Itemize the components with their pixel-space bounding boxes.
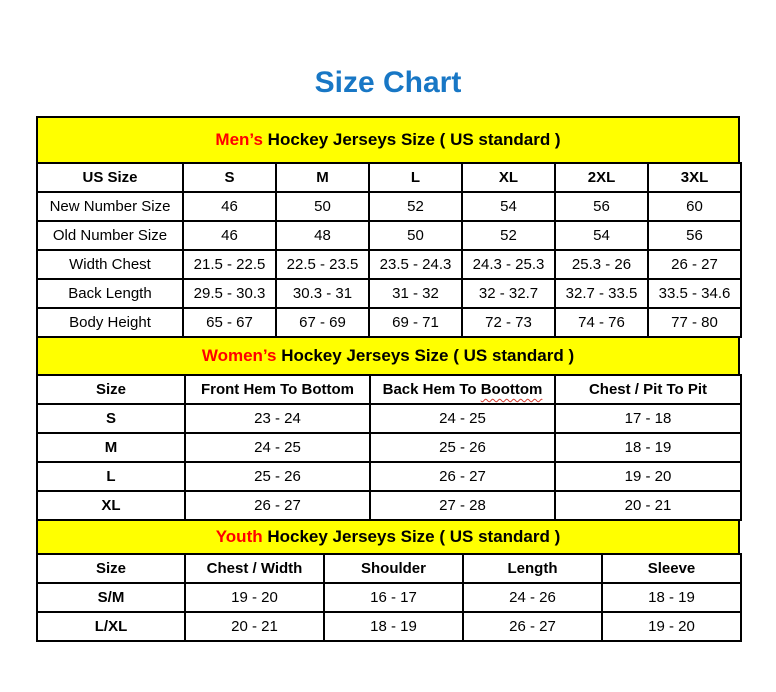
banner-highlight: Men’s — [215, 130, 263, 149]
table-header-row — [37, 375, 741, 404]
table-cell: 25 - 26 — [370, 433, 555, 462]
row-label: XL — [37, 491, 185, 520]
column-header: Length — [463, 554, 602, 583]
column-header: Size — [37, 375, 185, 404]
section-mens — [36, 116, 740, 338]
table-row — [37, 433, 741, 462]
section-youth — [36, 519, 740, 642]
section-banner-mens — [36, 116, 740, 164]
table-cell: 72 - 73 — [462, 308, 555, 337]
table-cell: 23.5 - 24.3 — [369, 250, 462, 279]
table-cell: 18 - 19 — [602, 583, 741, 612]
table-cell: 52 — [369, 192, 462, 221]
table-cell: 65 - 67 — [183, 308, 276, 337]
row-label: Body Height — [37, 308, 183, 337]
column-header: M — [276, 163, 369, 192]
table-cell: 26 - 27 — [648, 250, 741, 279]
table-row — [37, 308, 741, 337]
table-cell: 46 — [183, 221, 276, 250]
table-cell: 52 — [462, 221, 555, 250]
table-cell: 56 — [648, 221, 741, 250]
table-cell: 67 - 69 — [276, 308, 369, 337]
row-label: New Number Size — [37, 192, 183, 221]
banner-text: Hockey Jerseys Size ( US standard ) — [262, 527, 561, 546]
banner-text: Hockey Jerseys Size ( US standard ) — [262, 130, 561, 149]
table-cell: 23 - 24 — [185, 404, 370, 433]
row-label: S — [37, 404, 185, 433]
row-label: L/XL — [37, 612, 185, 641]
table-cell: 60 — [648, 192, 741, 221]
row-label: Back Length — [37, 279, 183, 308]
table-cell: 50 — [276, 192, 369, 221]
banner-highlight: Women’s — [201, 346, 277, 365]
table-header-row — [37, 554, 741, 583]
table-cell: 31 - 32 — [369, 279, 462, 308]
column-header: 2XL — [555, 163, 648, 192]
table-cell: 30.3 - 31 — [276, 279, 369, 308]
column-header: Chest / Pit To Pit — [555, 375, 741, 404]
table-cell: 46 — [183, 192, 276, 221]
youth-size-table — [36, 553, 742, 642]
misspelled-word: Boottom — [480, 381, 543, 398]
table-cell: 24 - 25 — [185, 433, 370, 462]
table-cell: 20 - 21 — [185, 612, 324, 641]
table-row — [37, 250, 741, 279]
table-cell: 48 — [276, 221, 369, 250]
table-cell: 26 - 27 — [185, 491, 370, 520]
table-cell: 25.3 - 26 — [555, 250, 648, 279]
table-row — [37, 491, 741, 520]
banner-text: Hockey Jerseys Size ( US standard ) — [276, 346, 575, 365]
table-cell: 19 - 20 — [602, 612, 741, 641]
table-cell: 18 - 19 — [324, 612, 463, 641]
table-cell: 26 - 27 — [370, 462, 555, 491]
table-row — [37, 612, 741, 641]
table-cell: 50 — [369, 221, 462, 250]
table-row — [37, 404, 741, 433]
column-header: Sleeve — [602, 554, 741, 583]
table-cell: 26 - 27 — [463, 612, 602, 641]
table-cell: 20 - 21 — [555, 491, 741, 520]
table-cell: 27 - 28 — [370, 491, 555, 520]
column-header: Chest / Width — [185, 554, 324, 583]
column-header: Front Hem To Bottom — [185, 375, 370, 404]
table-row — [37, 462, 741, 491]
table-cell: 24.3 - 25.3 — [462, 250, 555, 279]
table-cell: 74 - 76 — [555, 308, 648, 337]
table-cell: 32 - 32.7 — [462, 279, 555, 308]
section-banner-youth — [36, 519, 740, 555]
table-cell: 77 - 80 — [648, 308, 741, 337]
column-header: Size — [37, 554, 185, 583]
table-cell: 33.5 - 34.6 — [648, 279, 741, 308]
table-cell: 25 - 26 — [185, 462, 370, 491]
table-cell: 16 - 17 — [324, 583, 463, 612]
column-header: S — [183, 163, 276, 192]
row-label: Old Number Size — [37, 221, 183, 250]
column-header: 3XL — [648, 163, 741, 192]
size-chart-tables — [36, 116, 740, 642]
section-womens — [36, 336, 740, 521]
table-cell: 69 - 71 — [369, 308, 462, 337]
table-cell: 54 — [555, 221, 648, 250]
table-row — [37, 221, 741, 250]
column-header: Back Hem To Boottom — [370, 375, 555, 404]
row-label: M — [37, 433, 185, 462]
table-cell: 29.5 - 30.3 — [183, 279, 276, 308]
row-label: Width Chest — [37, 250, 183, 279]
table-cell: 24 - 26 — [463, 583, 602, 612]
table-header-row — [37, 163, 741, 192]
row-label: S/M — [37, 583, 185, 612]
table-row — [37, 583, 741, 612]
table-cell: 56 — [555, 192, 648, 221]
womens-size-table — [36, 374, 742, 521]
table-cell: 19 - 20 — [185, 583, 324, 612]
table-cell: 32.7 - 33.5 — [555, 279, 648, 308]
section-banner-womens — [36, 336, 740, 376]
banner-highlight: Youth — [215, 527, 263, 546]
column-header: L — [369, 163, 462, 192]
row-label: L — [37, 462, 185, 491]
page-title: Size Chart — [314, 66, 462, 99]
table-cell: 24 - 25 — [370, 404, 555, 433]
table-cell: 18 - 19 — [555, 433, 741, 462]
column-header: XL — [462, 163, 555, 192]
table-cell: 21.5 - 22.5 — [183, 250, 276, 279]
table-cell: 22.5 - 23.5 — [276, 250, 369, 279]
table-row — [37, 279, 741, 308]
table-row — [37, 192, 741, 221]
column-header: US Size — [37, 163, 183, 192]
table-cell: 17 - 18 — [555, 404, 741, 433]
mens-size-table — [36, 162, 742, 338]
column-header: Shoulder — [324, 554, 463, 583]
table-cell: 54 — [462, 192, 555, 221]
table-cell: 19 - 20 — [555, 462, 741, 491]
